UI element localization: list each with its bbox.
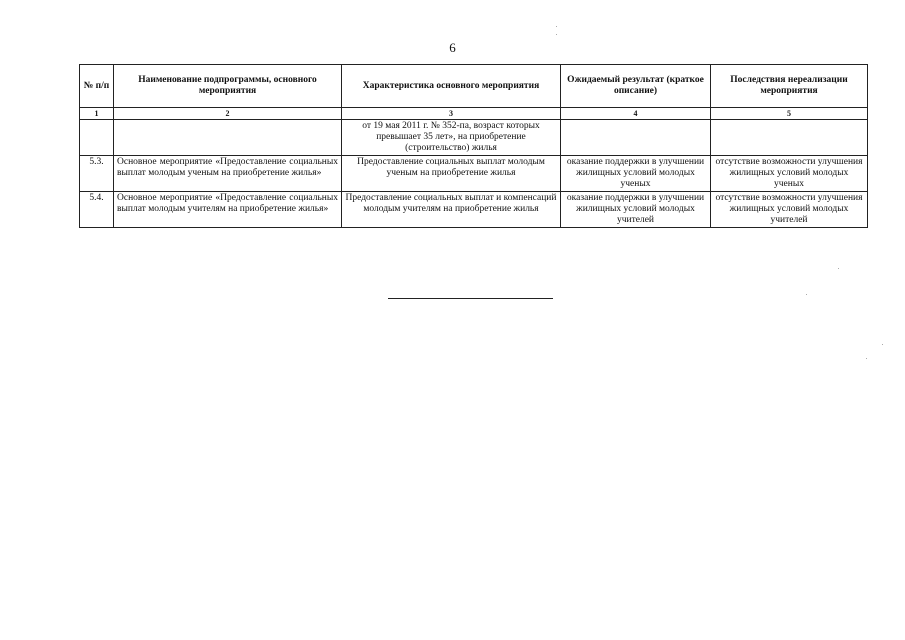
column-number: 3 — [342, 108, 561, 120]
row-consequence: отсутствие возможности улучшения жилищных условий молодых учителей — [711, 192, 868, 228]
header-result: Ожидаемый результат (краткое описание) — [561, 65, 711, 108]
scan-speck — [806, 294, 807, 295]
header-consequence: Последствия нереализации мероприятия — [711, 65, 868, 108]
scan-speck — [882, 344, 883, 345]
table-row — [80, 120, 868, 156]
row-characteristic: Предоставление социальных выплат и компенсаций молодым учителям на приобретение жилья — [342, 192, 561, 228]
page-number: 6 — [449, 40, 456, 55]
column-number: 4 — [561, 108, 711, 120]
header-characteristic: Характеристика основного мероприятия — [342, 65, 561, 108]
table-header-row — [80, 65, 868, 108]
row-number: 5.4. — [80, 192, 114, 228]
row-consequence: отсутствие возможности улучшения жилищных условий молодых ученых — [711, 156, 868, 192]
column-number: 2 — [114, 108, 342, 120]
scan-speck — [556, 34, 557, 35]
table-row — [80, 192, 868, 228]
row-number: 5.3. — [80, 156, 114, 192]
row-result: оказание поддержки в улучшении жилищных условий молодых учителей — [561, 192, 711, 228]
header-name: Наименование подпрограммы, основного мероприятия — [114, 65, 342, 108]
row-name — [114, 120, 342, 156]
row-name: Основное мероприятие «Предоставление социальных выплат молодым ученым на приобретение жилья» — [114, 156, 342, 192]
header-number: № п/п — [80, 65, 114, 108]
scan-speck — [838, 268, 839, 269]
row-number — [80, 120, 114, 156]
measures-table — [79, 64, 868, 228]
row-consequence — [711, 120, 868, 156]
row-name: Основное мероприятие «Предоставление социальных выплат молодым учителям на приобретение жилья» — [114, 192, 342, 228]
end-of-document-line — [388, 298, 553, 299]
row-characteristic: Предоставление социальных выплат молодым ученым на приобретение жилья — [342, 156, 561, 192]
scan-speck — [556, 26, 557, 27]
row-result: оказание поддержки в улучшении жилищных условий молодых ученых — [561, 156, 711, 192]
column-numbers-row — [80, 108, 868, 120]
table-row — [80, 156, 868, 192]
row-result — [561, 120, 711, 156]
scan-speck — [866, 358, 867, 359]
column-number: 1 — [80, 108, 114, 120]
column-number: 5 — [711, 108, 868, 120]
row-characteristic: от 19 мая 2011 г. № 352-па, возраст которых превышает 35 лет», на приобретение (строительство) жилья — [342, 120, 561, 156]
